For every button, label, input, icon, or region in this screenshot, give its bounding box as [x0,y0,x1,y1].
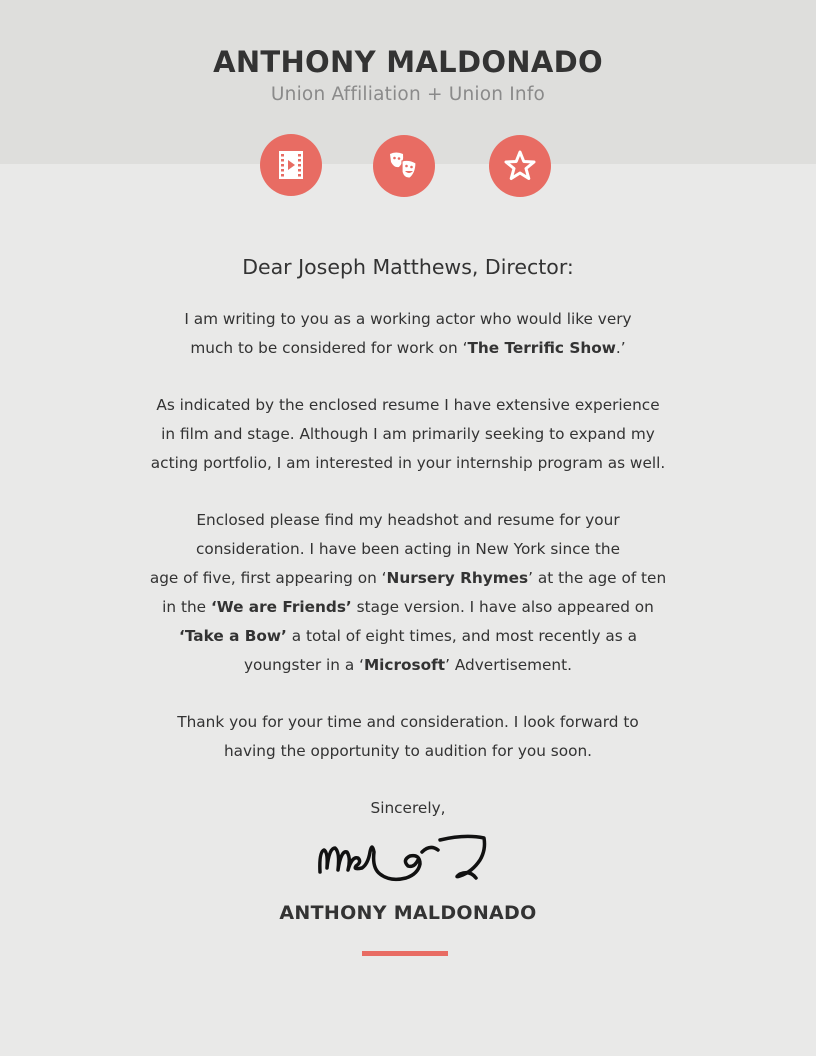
signature-image [310,830,490,890]
theater-masks-icon [373,135,435,197]
text-line: in the ‘We are Friends’ stage version. I have also appeared on [162,598,654,616]
letter-body [0,252,816,823]
paragraph-3 [0,506,816,680]
text-line: ‘Take a Bow’ a total of eight times, and most recently as a [179,627,637,645]
signature-name: ANTHONY MALDONADO [279,902,537,924]
text-line: Thank you for your time and consideration. I look forward to [177,713,639,731]
show-title-terrific-show: The Terrific Show [467,339,616,357]
text-line: in film and stage. Although I am primarily seeking to expand my [161,425,655,443]
text-line: I am writing to you as a working actor who would like very [184,310,632,328]
film-strip-icon [260,134,322,196]
page-title: ANTHONY MALDONADO [213,45,603,79]
show-title-microsoft: Microsoft [363,656,446,674]
closing: Sincerely, [370,799,446,817]
show-title-nursery-rhymes: Nursery Rhymes [386,569,529,587]
paragraph-4 [0,708,816,766]
paragraph-1 [0,305,816,363]
text-line: consideration. I have been acting in New York since the [195,540,621,558]
text-line: Enclosed please find my headshot and resume for your [196,511,620,529]
show-title-we-are-friends: ‘We are Friends’ [210,598,352,616]
text-line: youngster in a ‘Microsoft’ Advertisement. [243,656,572,674]
paragraph-2 [0,391,816,478]
text-line: having the opportunity to audition for you soon. [223,742,593,760]
text-line: age of five, first appearing on ‘Nursery Rhymes’ at the age of ten [149,569,667,587]
show-title-take-a-bow: ‘Take a Bow’ [179,627,287,645]
salutation: Dear Joseph Matthews, Director: [242,255,574,279]
union-subtitle: Union Affiliation + Union Info [270,84,546,105]
text-line: As indicated by the enclosed resume I have extensive experience [156,396,660,414]
accent-divider [362,951,448,956]
text-line: much to be considered for work on ‘The Terrific Show.’ [190,339,626,357]
text-line: acting portfolio, I am interested in your internship program as well. [150,454,666,472]
star-icon [489,135,551,197]
